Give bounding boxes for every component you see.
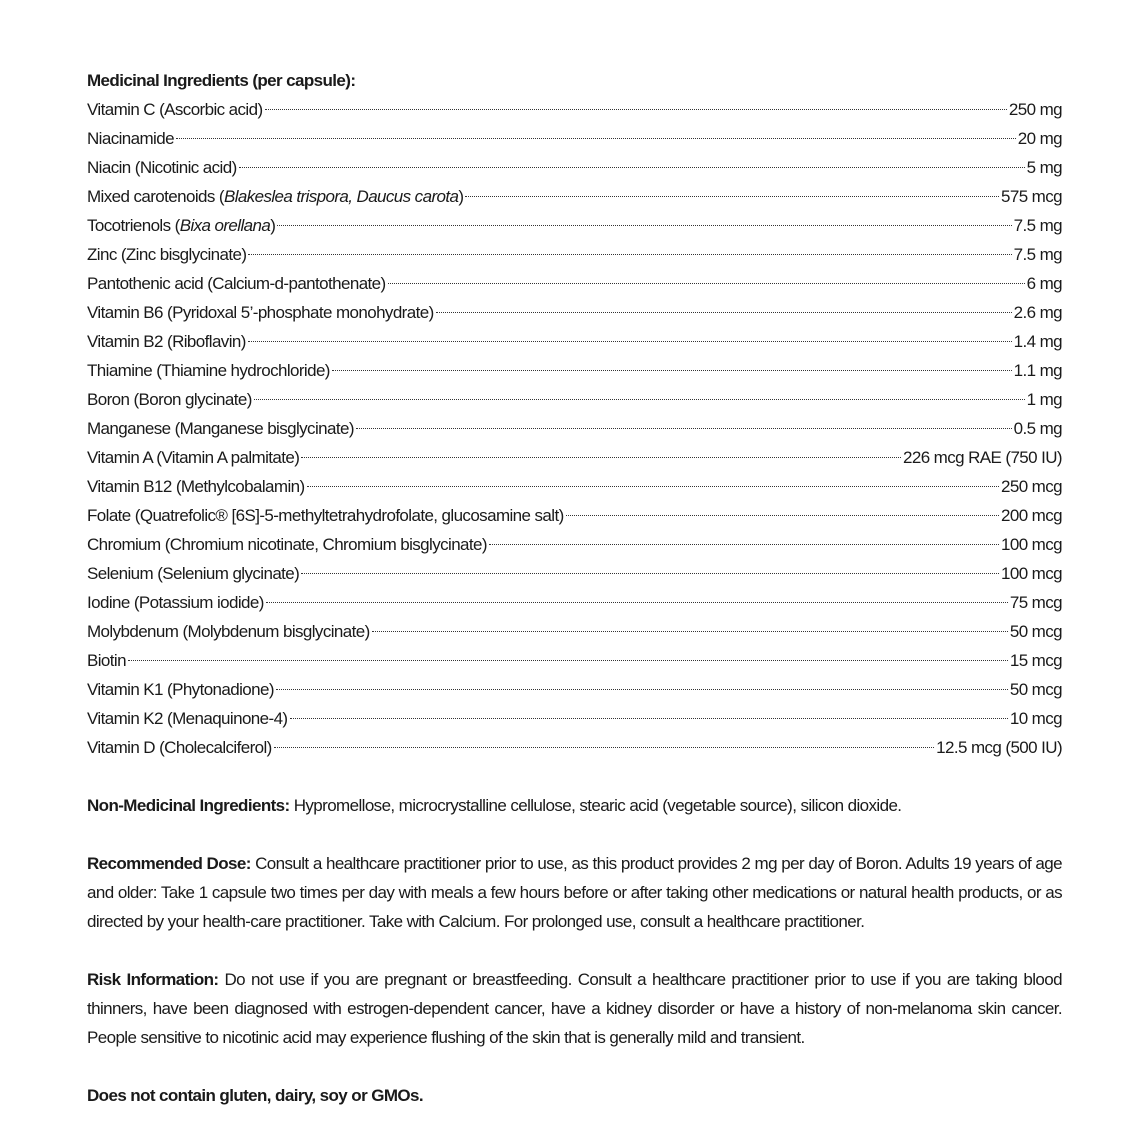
ingredient-row [87, 588, 1062, 617]
ingredient-row [87, 675, 1062, 704]
ingredient-name: Zinc (Zinc bisglycinate) [87, 245, 247, 264]
risk-information [87, 965, 1062, 1052]
ingredient-name: Vitamin B12 (Methylcobalamin) [87, 477, 305, 496]
ingredient-row [87, 269, 1062, 298]
ingredient-amount: 75 mcg [1009, 593, 1062, 612]
ingredient-amount: 250 mcg [1000, 477, 1062, 496]
ingredient-amount: 6 mg [1026, 274, 1062, 293]
section-spacer [87, 1052, 1062, 1081]
ingredient-name-pre: Tocotrienols ( [87, 216, 180, 235]
ingredient-amount: 7.5 mg [1013, 245, 1062, 264]
risk-information-text: Do not use if you are pregnant or breastfeeding. Consult a healthcare practitioner prior to use if you are taking blood thinners, have been diagnosed with estrogen-dependent cancer, have a kidney disorder or have a history of non-melanoma skin cancer. People sensitive to nicotinic acid may experience flushing of the skin that is generally mild and transient. [87, 970, 1062, 1047]
ingredient-amount: 10 mcg [1009, 709, 1062, 728]
recommended-dose-label: Recommended Dose: [87, 854, 251, 873]
label-document [87, 66, 1062, 1110]
ingredient-row [87, 182, 1062, 211]
ingredient-row [87, 211, 1062, 240]
dot-leader [388, 283, 1025, 284]
ingredient-amount: 15 mcg [1009, 651, 1062, 670]
dot-leader [274, 747, 934, 748]
ingredient-name: Niacin (Nicotinic acid) [87, 158, 237, 177]
ingredient-amount: 50 mcg [1009, 680, 1062, 699]
ingredient-row [87, 153, 1062, 182]
dot-leader [436, 312, 1012, 313]
ingredient-amount: 0.5 mg [1013, 419, 1062, 438]
non-medicinal-label: Non-Medicinal Ingredients: [87, 796, 290, 815]
dot-leader [248, 254, 1011, 255]
ingredient-amount: 226 mcg RAE (750 IU) [902, 448, 1062, 467]
non-medicinal-text: Hypromellose, microcrystalline cellulose, stearic acid (vegetable source), silicon dioxide. [289, 796, 902, 815]
ingredient-name: Iodine (Potassium iodide) [87, 593, 264, 612]
ingredient-amount: 200 mcg [1000, 506, 1062, 525]
ingredient-row [87, 617, 1062, 646]
free-from-statement [87, 1081, 1062, 1110]
ingredient-row [87, 327, 1062, 356]
ingredient-name: Vitamin B2 (Riboflavin) [87, 332, 246, 351]
dot-leader [332, 370, 1012, 371]
ingredient-name: Vitamin C (Ascorbic acid) [87, 100, 263, 119]
medicinal-ingredients-list [87, 95, 1062, 762]
ingredient-row [87, 472, 1062, 501]
ingredient-amount: 100 mcg [1000, 535, 1062, 554]
ingredient-row [87, 646, 1062, 675]
dot-leader [307, 486, 999, 487]
ingredient-row [87, 530, 1062, 559]
ingredient-name: Vitamin K1 (Phytonadione) [87, 680, 274, 699]
dot-leader [128, 660, 1008, 661]
free-from-text: Does not contain gluten, dairy, soy or GMOs. [87, 1086, 423, 1105]
ingredient-name: Vitamin B6 (Pyridoxal 5’-phosphate monohydrate) [87, 303, 434, 322]
ingredient-amount: 100 mcg [1000, 564, 1062, 583]
ingredient-amount: 7.5 mg [1013, 216, 1062, 235]
ingredient-amount: 12.5 mcg (500 IU) [936, 738, 1062, 757]
ingredient-name: Boron (Boron glycinate) [87, 390, 252, 409]
non-medicinal-ingredients [87, 791, 1062, 820]
dot-leader [254, 399, 1025, 400]
ingredient-name: Pantothenic acid (Calcium-d-pantothenate) [87, 274, 386, 293]
ingredient-row [87, 240, 1062, 269]
section-spacer [87, 820, 1062, 849]
ingredient-row [87, 443, 1062, 472]
ingredient-amount: 20 mg [1017, 129, 1062, 148]
ingredient-name: Biotin [87, 651, 126, 670]
dot-leader [372, 631, 1008, 632]
ingredient-name: Vitamin A (Vitamin A palmitate) [87, 448, 300, 467]
dot-leader [265, 109, 1007, 110]
ingredient-row [87, 704, 1062, 733]
ingredient-name-pre: Mixed carotenoids ( [87, 187, 224, 206]
risk-information-label: Risk Information: [87, 970, 219, 989]
ingredient-amount: 1 mg [1026, 390, 1062, 409]
ingredient-name: Selenium (Selenium glycinate) [87, 564, 300, 583]
ingredient-name-post: ) [270, 216, 276, 235]
ingredient-amount: 1.4 mg [1013, 332, 1062, 351]
ingredient-amount: 5 mg [1026, 158, 1062, 177]
recommended-dose-text: Consult a healthcare practitioner prior to use, as this product provides 2 mg per day of Boron. Adults 19 years of age and older: Take 1 capsule two times per day with meals a few hours before or after taking other medications or natural health products, or as directed by your health-care practitioner. Take with Calcium. For prolonged use, consult a healthcare practitioner. [87, 854, 1062, 931]
dot-leader [465, 196, 999, 197]
ingredient-name: Molybdenum (Molybdenum bisglycinate) [87, 622, 370, 641]
ingredient-amount: 2.6 mg [1013, 303, 1062, 322]
dot-leader [290, 718, 1008, 719]
dot-leader [276, 689, 1008, 690]
dot-leader [301, 573, 999, 574]
ingredient-amount: 1.1 mg [1013, 361, 1062, 380]
ingredient-name-post: ) [458, 187, 464, 206]
ingredient-name [87, 211, 275, 240]
ingredient-amount: 50 mcg [1009, 622, 1062, 641]
ingredient-name: Vitamin K2 (Menaquinone-4) [87, 709, 288, 728]
dot-leader [356, 428, 1012, 429]
ingredient-name: Niacinamide [87, 129, 174, 148]
dot-leader [248, 341, 1012, 342]
dot-leader [566, 515, 999, 516]
section-spacer [87, 936, 1062, 965]
medicinal-ingredients-heading: Medicinal Ingredients (per capsule): [87, 71, 356, 90]
dot-leader [239, 167, 1025, 168]
dot-leader [176, 138, 1016, 139]
dot-leader [301, 457, 901, 458]
dot-leader [277, 225, 1011, 226]
ingredient-amount: 250 mg [1008, 100, 1062, 119]
ingredient-name [87, 182, 463, 211]
dot-leader [489, 544, 999, 545]
ingredient-row [87, 298, 1062, 327]
ingredient-source-italic: Blakeslea trispora, Daucus carota [223, 187, 459, 206]
ingredient-row [87, 356, 1062, 385]
ingredient-row [87, 501, 1062, 530]
ingredient-name: Vitamin D (Cholecalciferol) [87, 738, 272, 757]
recommended-dose [87, 849, 1062, 936]
ingredient-name: Thiamine (Thiamine hydrochloride) [87, 361, 330, 380]
ingredient-row [87, 385, 1062, 414]
ingredient-row [87, 559, 1062, 588]
ingredient-row [87, 95, 1062, 124]
section-spacer [87, 762, 1062, 791]
ingredient-row [87, 414, 1062, 443]
dot-leader [266, 602, 1008, 603]
ingredient-name: Folate (Quatrefolic® [6S]-5-methyltetrahydrofolate, glucosamine salt) [87, 506, 564, 525]
ingredient-name: Chromium (Chromium nicotinate, Chromium bisglycinate) [87, 535, 487, 554]
ingredient-row [87, 124, 1062, 153]
ingredient-name: Manganese (Manganese bisglycinate) [87, 419, 354, 438]
ingredient-source-italic: Bixa orellana [179, 216, 271, 235]
ingredient-amount: 575 mcg [1000, 187, 1062, 206]
ingredient-row [87, 733, 1062, 762]
